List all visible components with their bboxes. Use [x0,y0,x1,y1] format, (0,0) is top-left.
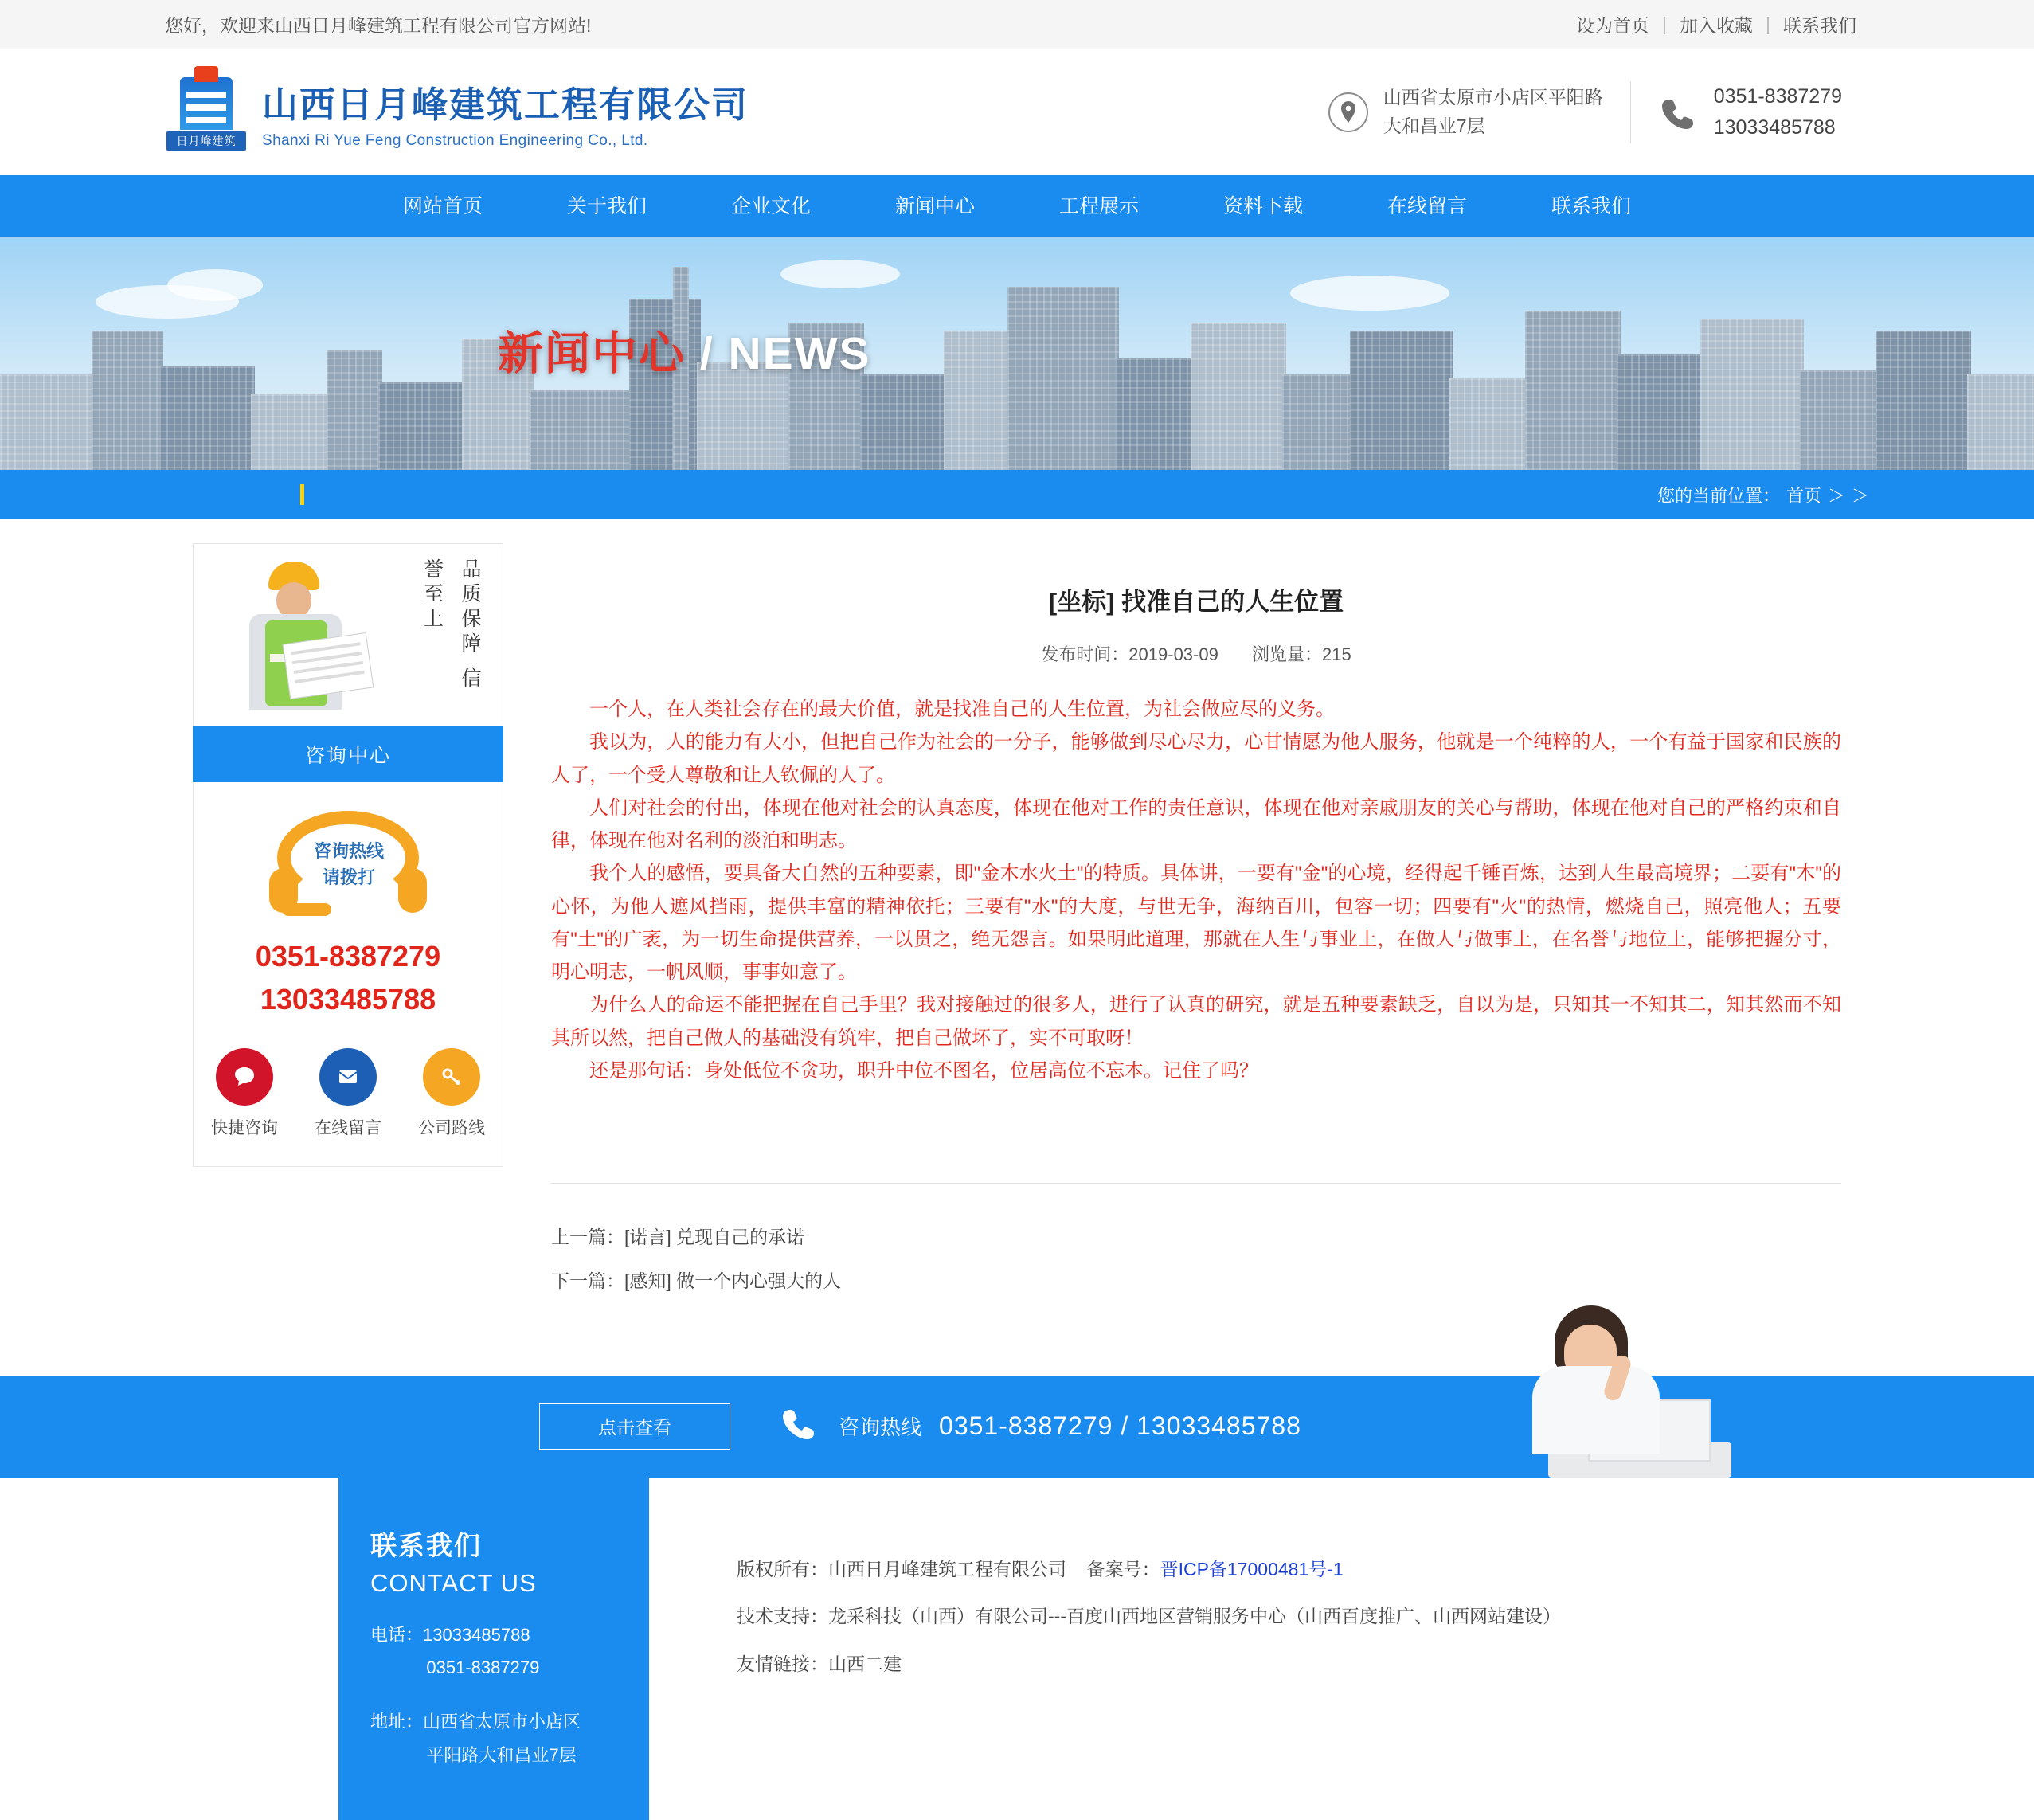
sidebar-promo-image [193,543,503,726]
route-icon [423,1048,480,1106]
footer-hotline-bar [0,1376,2034,1478]
location-pin-icon [1328,92,1369,133]
footer-copyright-row [737,1546,2034,1594]
article-title: [坐标] 找准自己的人生位置 [1048,588,1344,616]
footer-hotline-label: 咨询热线 [839,1415,922,1440]
footer-icp-link[interactable]: 晋ICP备17000481号-1 [1160,1558,1344,1579]
nav-item-projects[interactable]: 工程展示 [1059,195,1140,217]
breadcrumb-bar [0,470,2034,519]
hotline-label-line1: 咨询热线 [313,841,384,861]
footer-support-value: 龙采科技（山西）有限公司---百度山西地区营销服务中心（山西百度推广、山西网站建设） [828,1606,1561,1627]
site-footer [0,1478,2034,1820]
breadcrumb [1657,483,1869,507]
headset-icon [264,811,432,922]
site-header [0,49,2034,175]
footer-friendlink-label: 友情链接： [737,1654,828,1675]
header-address-line2: 大和昌业7层 [1383,115,1485,136]
banner-title [498,317,871,382]
header-contact-group [1301,81,1869,143]
banner-title-en: NEWS [728,328,871,379]
phone-icon [1658,92,1700,133]
main-navigation [0,175,2034,237]
add-favorite-link[interactable]: 加入收藏 [1680,15,1754,36]
breadcrumb-sep-1: ＞ [1827,485,1845,506]
header-phone-line1: 0351-8387279 [1713,85,1842,108]
article-paragraph: 为什么人的命运不能把握在自己手里？我对接触过的很多人，进行了认真的研究，就是五种要素缺乏，自以为是，只知其一不知其二，知其然而不知其所以然，把自己做人的基础没有筑牢，把自己做坏了，实不可取呀！ [551,994,1841,1049]
footer-friendlink-row [737,1641,2034,1689]
logo-badge-label: 日月峰建筑 [166,131,246,151]
sidebar-phone-1: 0351-8387279 [255,940,441,973]
nav-item-downloads[interactable]: 资料下载 [1223,195,1304,217]
company-route-button[interactable] [415,1048,488,1139]
nav-item-about[interactable]: 关于我们 [566,195,647,217]
operator-illustration-icon [1469,1302,1731,1478]
top-utility-bar [0,0,2034,49]
contact-us-link[interactable]: 联系我们 [1783,15,1856,36]
header-address-line1: 山西省太原市小店区平阳路 [1383,87,1603,108]
footer-hotline-number: 0351-8387279 / 13033485788 [939,1411,1301,1441]
article-paragraph: 我个人的感悟，要具备大自然的五种要素，即"金木水火土"的特质。具体讲，一要有"金"的心境，经得起千锤百炼，达到人生最高境界；二要有"木"的心怀，为他人遮风挡雨，提供丰富的精神依托；三要有"水"的大度，与世无争，海纳百川，包容一切；四要有"火"的热情，燃烧自己，照亮他人；五要有"土"的广袤，为一切生命提供营养，一以贯之，绝无怨言。如果明此道理，那就在人生与事业上，在做人与做事上，在名誉与地位上，能够把握分寸，明心明志，一帆风顺，事事如意了。 [551,863,1841,984]
article-paragraph: 人们对社会的付出，体现在他对社会的认真态度，体现在他对工作的责任意识，体现在他对亲戚朋友的关心与帮助，体现在他对自己的严格约束和自律，体现在他对名利的淡泊和明志。 [551,796,1841,852]
footer-contact-panel [338,1478,649,1820]
footer-copyright-label: 版权所有： [737,1558,828,1579]
sidebar-panel-body [193,782,503,1167]
footer-phone-icon [778,1403,821,1450]
article-pagination [551,1215,1841,1303]
logo-company-name-cn: 山西日月峰建筑工程有限公司 [262,83,749,126]
footer-info [649,1478,2034,1820]
article-publish-date: 发布时间：2019-03-09 [1041,644,1218,664]
nav-item-home[interactable]: 网站首页 [402,195,483,217]
quick-consult-button[interactable] [208,1048,281,1139]
breadcrumb-sep-2: ＞ [1851,485,1869,506]
article-paragraph: 我以为，人的能力有大小，但把自己作为社会的一分子，能够做到尽心尽力，心甘情愿为他人服务，他就是一个纯粹的人，一个有益于国家和民族的人了，一个受人尊敬和让人钦佩的人了。 [551,731,1841,786]
sidebar [193,543,503,1304]
prev-article [551,1215,1841,1259]
article-body [551,693,1841,1087]
article [503,543,1869,1304]
link-separator-2: | [1766,14,1770,34]
main-content [165,519,1869,1376]
next-article-link[interactable]: [感知] 做一个内心强大的人 [624,1270,842,1292]
chat-bubble-icon [216,1048,273,1106]
logo-company-name-en: Shanxi Ri Yue Feng Construction Engineering Co., Ltd. [262,131,648,149]
hotline-label-line2: 请拨打 [322,867,375,887]
online-message-button[interactable] [311,1048,385,1139]
page-banner [0,237,2034,470]
company-route-label: 公司路线 [418,1119,485,1137]
footer-friendlink-value[interactable]: 山西二建 [828,1654,902,1675]
banner-title-cn: 新闻中心 [498,328,686,379]
footer-phone-line-2: 0351-8387279 [426,1658,540,1678]
prev-article-link[interactable]: [诺言] 兑现自己的承诺 [624,1227,805,1248]
footer-address-line: 地址：山西省太原市小店区 [370,1712,581,1732]
click-to-view-button[interactable]: 点击查看 [539,1403,730,1450]
footer-phone-line: 电话：13033485788 [370,1624,530,1645]
nav-item-news[interactable]: 新闻中心 [894,195,975,217]
footer-hotline [778,1403,1301,1450]
article-divider [551,1183,1841,1184]
nav-item-culture[interactable]: 企业文化 [730,195,811,217]
message-icon [319,1048,377,1106]
header-phone [1630,81,1869,143]
footer-support-row [737,1593,2034,1641]
breadcrumb-home-link[interactable]: 首页 [1786,485,1821,506]
breadcrumb-prefix: 您的当前位置： [1657,485,1780,506]
next-article-label: 下一篇： [551,1270,624,1292]
footer-contact-title-cn: 联系我们 [370,1530,482,1560]
sidebar-quick-actions [194,1048,503,1139]
logo-icon [165,74,248,151]
utility-links [1563,11,1869,37]
breadcrumb-tick [300,484,304,505]
quick-consult-label: 快捷咨询 [211,1119,278,1137]
header-phone-line2: 13033485788 [1713,116,1836,139]
article-paragraph: 还是那句话：身处低位不贪功，职升中位不图名，位居高位不忘本。记住了吗？ [589,1059,1258,1082]
online-message-label: 在线留言 [315,1119,381,1137]
footer-contact-title-en: CONTACT US [370,1568,537,1597]
sidebar-phone-2: 13033485788 [260,983,436,1016]
footer-support-label: 技术支持： [737,1606,828,1627]
footer-address-line-2: 平阳路大和昌业7层 [426,1744,577,1765]
header-address [1301,84,1630,140]
next-article [551,1259,1841,1303]
worker-illustration-icon [227,562,378,721]
footer-copyright-value: 山西日月峰建筑工程有限公司 [828,1558,1066,1579]
banner-title-separator: / [686,328,729,379]
article-view-count: 浏览量：215 [1251,644,1351,664]
nav-item-message[interactable]: 在线留言 [1387,195,1468,217]
prev-article-label: 上一篇： [551,1227,624,1248]
article-paragraph: 一个人，在人类社会存在的最大价值，就是找准自己的人生位置，为社会做应尽的义务。 [589,699,1335,720]
link-separator-1: | [1662,14,1668,34]
set-homepage-link[interactable]: 设为首页 [1576,15,1650,36]
article-meta [551,641,1841,666]
footer-icp-label: 备案号： [1086,1558,1160,1579]
site-logo[interactable] [165,74,749,151]
sidebar-panel-title: 咨询中心 [193,726,503,782]
nav-item-contact[interactable]: 联系我们 [1551,195,1632,217]
welcome-text: 您好，欢迎来山西日月峰建筑工程有限公司官方网站! [165,15,592,36]
sidebar-promo-text: 品质保障 信誉至上 [420,558,481,692]
